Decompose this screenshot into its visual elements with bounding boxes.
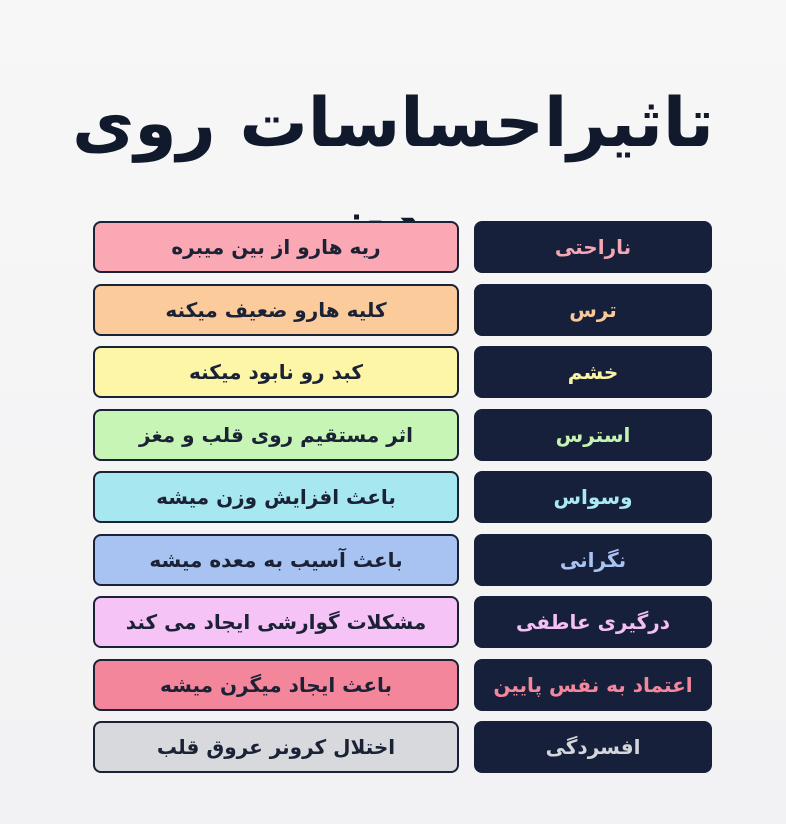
table-row (93, 471, 712, 525)
emotion-effects-table (93, 221, 712, 784)
table-row (93, 659, 712, 713)
table-row (93, 721, 712, 775)
effect-cell: اختلال کرونر عروق قلب (93, 721, 459, 773)
table-row (93, 534, 712, 588)
page-title: تاثیراحساسات روی (72, 84, 714, 163)
emotion-cell: افسردگی (474, 721, 712, 773)
emotion-cell: ترس (474, 284, 712, 336)
table-row (93, 346, 712, 400)
effect-cell: کلیه هارو ضعیف میکنه (93, 284, 459, 336)
table-row (93, 409, 712, 463)
emotion-cell: نگرانی (474, 534, 712, 586)
effect-cell: باعث افزایش وزن میشه (93, 471, 459, 523)
effect-cell: باعث ایجاد میگرن میشه (93, 659, 459, 711)
emotion-cell: استرس (474, 409, 712, 461)
emotion-cell: ناراحتی (474, 221, 712, 273)
effect-cell: ریه هارو از بین میبره (93, 221, 459, 273)
effect-cell: مشکلات گوارشی ایجاد می کند (93, 596, 459, 648)
emotion-cell: وسواس (474, 471, 712, 523)
table-row (93, 221, 712, 275)
effect-cell: کبد رو نابود میکنه (93, 346, 459, 398)
emotion-cell: خشم (474, 346, 712, 398)
table-row (93, 284, 712, 338)
emotion-cell: اعتماد به نفس پایین (474, 659, 712, 711)
effect-cell: باعث آسیب به معده میشه (93, 534, 459, 586)
table-row (93, 596, 712, 650)
effect-cell: اثر مستقیم روی قلب و مغز (93, 409, 459, 461)
emotion-cell: درگیری عاطفی (474, 596, 712, 648)
